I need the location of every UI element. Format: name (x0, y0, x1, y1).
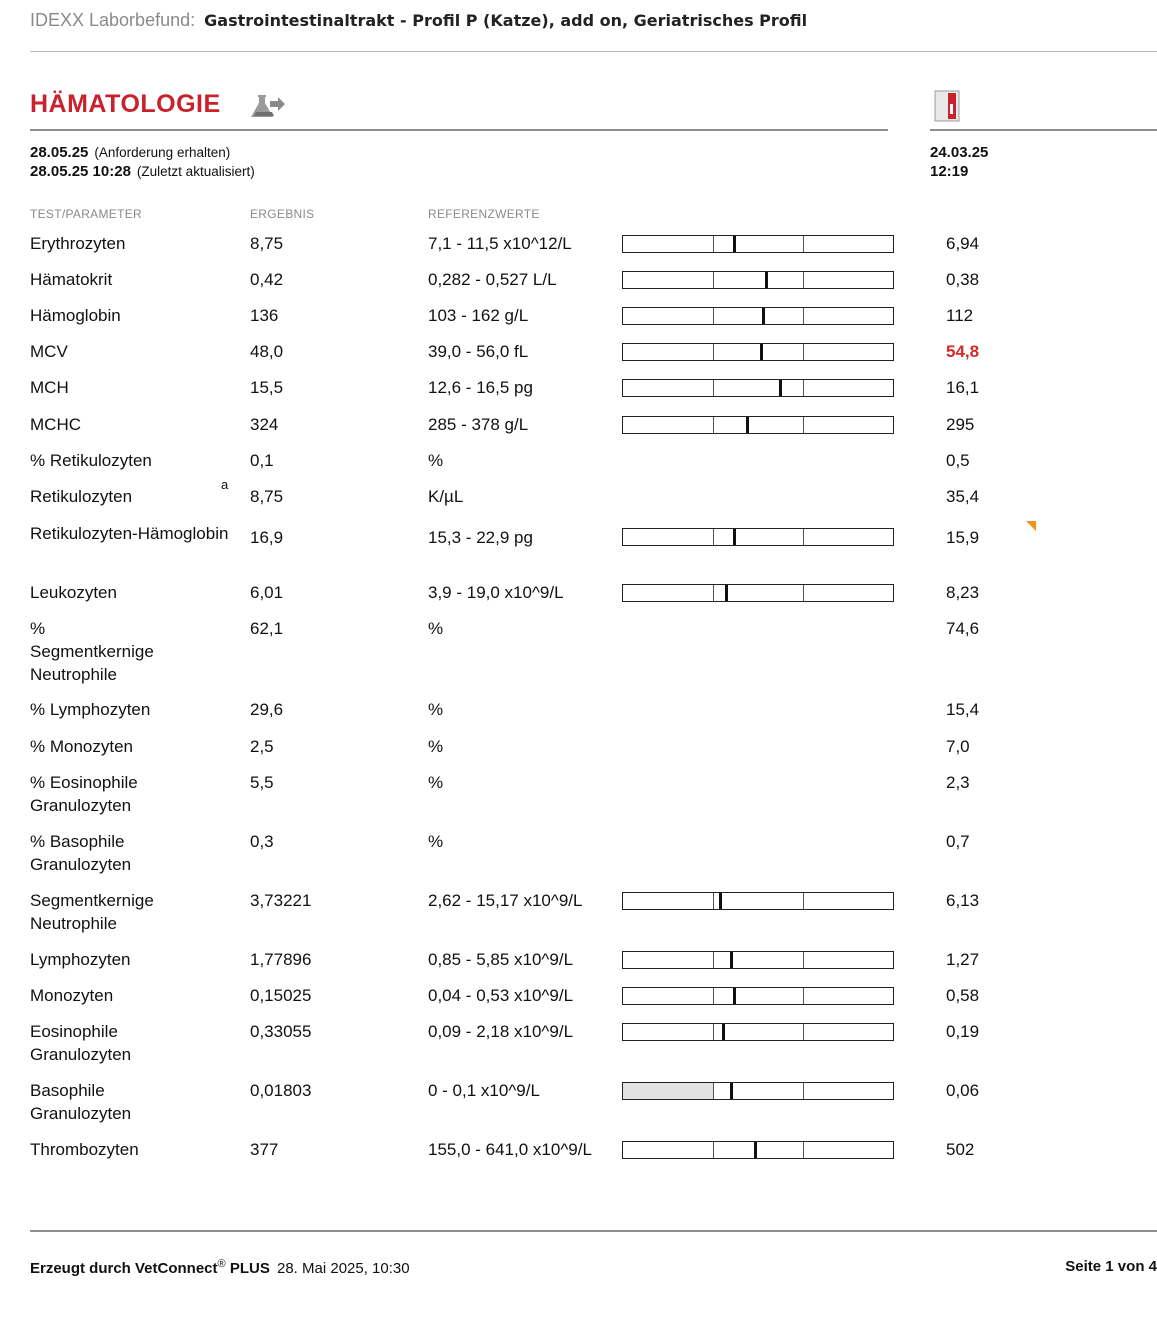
reference-range: 3,9 - 19,0 x10^9/L (428, 583, 564, 602)
reference-range: 15,3 - 22,9 pg (428, 528, 533, 547)
parameter-name[interactable]: Eosinophile Granulozyten (30, 1022, 132, 1064)
range-bar (622, 271, 894, 289)
column-header-reference: REFERENZWERTE (428, 207, 540, 221)
current-date-note: (Anforderung erhalten) (94, 145, 231, 160)
parameter-name[interactable]: Leukozyten (30, 583, 117, 602)
footer-registered: ® (217, 1258, 226, 1270)
range-bar-marker (779, 380, 782, 396)
result-value: 8,75 (250, 487, 284, 506)
range-bar-marker (733, 529, 736, 545)
parameter-name[interactable]: % Lymphozyten (30, 700, 151, 719)
previous-value: 1,27 (946, 950, 980, 969)
range-bar (622, 584, 894, 602)
previous-value: 8,23 (946, 583, 980, 602)
reference-range: 39,0 - 56,0 fL (428, 342, 529, 361)
range-bar-divider (803, 585, 804, 601)
range-bar-divider (713, 417, 714, 433)
comment-corner-icon[interactable] (1026, 518, 1036, 528)
range-bar-divider (803, 893, 804, 909)
previous-value: 6,94 (946, 234, 980, 253)
range-bar (622, 1082, 894, 1100)
range-bar-divider (803, 272, 804, 288)
footer-product: PLUS (229, 1260, 270, 1277)
range-bar-divider (803, 1142, 804, 1158)
range-bar-marker (754, 1142, 757, 1158)
range-bar-marker (730, 952, 733, 968)
range-bar-marker (719, 893, 722, 909)
result-value: 16,9 (250, 528, 284, 547)
previous-value: 74,6 (946, 619, 980, 638)
range-bar (622, 528, 894, 546)
parameter-name[interactable]: Retikulozyten-Hämoglobin (30, 524, 229, 543)
range-bar-divider (713, 893, 714, 909)
result-value: 0,33055 (250, 1022, 312, 1041)
footer-generated-by: Erzeugt durch VetConnect (30, 1260, 218, 1277)
range-bar-divider (713, 308, 714, 324)
parameter-name[interactable]: Segmentkernige Neutrophile (30, 891, 154, 933)
reference-range: 0,04 - 0,53 x10^9/L (428, 986, 574, 1005)
previous-value: 0,7 (946, 832, 970, 851)
result-value: 3,73221 (250, 891, 312, 910)
range-bar-marker (733, 988, 736, 1004)
parameter-name[interactable]: Hämoglobin (30, 306, 121, 325)
result-value: 1,77896 (250, 950, 312, 969)
range-bar-divider (713, 380, 714, 396)
previous-value: 295 (946, 415, 975, 434)
previous-value: 2,3 (946, 773, 970, 792)
result-value: 62,1 (250, 619, 284, 638)
reference-range: % (428, 737, 444, 756)
previous-value: 35,4 (946, 487, 980, 506)
report-brand: IDEXX Laborbefund: (30, 10, 196, 30)
range-bar-low-zone (623, 1083, 713, 1099)
reference-range: % (428, 451, 444, 470)
range-bar-divider (713, 344, 714, 360)
current-date-line (30, 144, 230, 161)
range-bar-divider (803, 952, 804, 968)
range-bar-divider (803, 380, 804, 396)
parameter-name[interactable]: % Retikulozyten (30, 451, 152, 470)
previous-value: 0,58 (946, 986, 980, 1005)
reference-range: % (428, 773, 444, 792)
parameter-name[interactable]: Lymphozyten (30, 950, 131, 969)
parameter-name[interactable]: Thrombozyten (30, 1140, 139, 1159)
previous-value: 0,19 (946, 1022, 980, 1041)
previous-value: 16,1 (946, 378, 980, 397)
reference-range: 155,0 - 641,0 x10^9/L (428, 1140, 592, 1159)
previous-value: 6,13 (946, 891, 980, 910)
reference-range: 0,85 - 5,85 x10^9/L (428, 950, 574, 969)
previous-value: 7,0 (946, 737, 970, 756)
range-bar-divider (713, 988, 714, 1004)
parameter-name[interactable]: MCV (30, 342, 68, 361)
footer-divider (30, 1230, 1157, 1232)
section-divider (30, 129, 888, 131)
result-value: 324 (250, 415, 279, 434)
result-value: 6,01 (250, 583, 284, 602)
current-datetime-note: (Zuletzt aktualisiert) (136, 164, 255, 179)
column-header-param: TEST/PARAMETER (30, 207, 142, 221)
range-bar-divider (713, 1083, 714, 1099)
range-bar-divider (713, 952, 714, 968)
range-bar-divider (803, 529, 804, 545)
report-header (30, 10, 807, 31)
range-bar (622, 892, 894, 910)
range-bar (622, 379, 894, 397)
footnote-marker: a (221, 477, 229, 492)
result-value: 15,5 (250, 378, 284, 397)
result-value: 5,5 (250, 773, 274, 792)
reference-range: 12,6 - 16,5 pg (428, 378, 533, 397)
range-bar (622, 343, 894, 361)
result-value: 29,6 (250, 700, 284, 719)
result-value: 8,75 (250, 234, 284, 253)
range-bar-divider (803, 344, 804, 360)
range-bar-divider (713, 529, 714, 545)
result-value: 0,3 (250, 832, 274, 851)
parameter-name[interactable]: Retikulozyten (30, 487, 133, 506)
parameter-name[interactable]: Erythrozyten (30, 234, 126, 253)
reference-range: 0,282 - 0,527 L/L (428, 270, 557, 289)
range-bar-divider (713, 1024, 714, 1040)
result-value: 377 (250, 1140, 279, 1159)
footer-page: Seite 1 von 4 (1065, 1258, 1157, 1275)
previous-value: 0,38 (946, 270, 980, 289)
parameter-name[interactable]: % Segmentkernige Neutrophile (30, 619, 154, 684)
reference-range: 285 - 378 g/L (428, 415, 529, 434)
range-bar-divider (713, 585, 714, 601)
range-bar-divider (803, 1024, 804, 1040)
range-bar-marker (730, 1083, 733, 1099)
range-bar-marker (762, 308, 765, 324)
range-bar-divider (803, 236, 804, 252)
result-value: 136 (250, 306, 279, 325)
previous-value: 54,8 (946, 342, 980, 361)
range-bar (622, 951, 894, 969)
reference-range: 2,62 - 15,17 x10^9/L (428, 891, 583, 910)
parameter-name[interactable]: MCHC (30, 415, 81, 434)
range-bar-marker (722, 1024, 725, 1040)
result-value: 48,0 (250, 342, 284, 361)
range-bar (622, 416, 894, 434)
result-value: 2,5 (250, 737, 274, 756)
reference-range: 103 - 162 g/L (428, 306, 529, 325)
parameter-name[interactable]: Hämatokrit (30, 270, 113, 289)
reference-range: % (428, 832, 444, 851)
range-bar (622, 1141, 894, 1159)
range-bar-divider (803, 308, 804, 324)
current-date: 28.05.25 (30, 144, 89, 161)
parameter-name[interactable]: Basophile Granulozyten (30, 1081, 132, 1123)
result-value: 0,42 (250, 270, 284, 289)
previous-divider (930, 129, 1157, 131)
range-bar-marker (760, 344, 763, 360)
report-title: Gastrointestinaltrakt - Profil P (Katze), add on, Geriatrisches Profil (204, 11, 808, 30)
parameter-name[interactable]: % Eosinophile Granulozyten (30, 773, 138, 815)
reference-range: K/µL (428, 487, 464, 506)
previous-date[interactable]: 24.03.25 (930, 144, 989, 161)
reference-range: 7,1 - 11,5 x10^12/L (428, 234, 572, 253)
section-title: HÄMATOLOGIE (30, 90, 221, 118)
range-bar-divider (713, 272, 714, 288)
header-divider (30, 51, 1157, 52)
result-value: 0,1 (250, 451, 274, 470)
previous-time: 12:19 (930, 163, 969, 180)
previous-value: 15,9 (946, 528, 980, 547)
parameter-name[interactable]: % Monozyten (30, 737, 133, 756)
parameter-name[interactable]: % Basophile Granulozyten (30, 832, 132, 874)
reference-range: % (428, 700, 444, 719)
previous-value: 15,4 (946, 700, 980, 719)
previous-value: 0,06 (946, 1081, 980, 1100)
previous-value: 112 (946, 306, 974, 325)
reference-range: % (428, 619, 444, 638)
reference-range: 0,09 - 2,18 x10^9/L (428, 1022, 574, 1041)
range-bar-divider (713, 236, 714, 252)
previous-value: 502 (946, 1140, 975, 1159)
range-bar-marker (765, 272, 768, 288)
range-bar-divider (713, 1142, 714, 1158)
previous-value: 0,5 (946, 451, 970, 470)
range-bar-divider (803, 417, 804, 433)
parameter-name[interactable]: MCH (30, 378, 69, 397)
column-header-result: ERGEBNIS (250, 207, 315, 221)
range-bar-marker (725, 585, 728, 601)
reference-range: 0 - 0,1 x10^9/L (428, 1081, 540, 1100)
range-bar (622, 235, 894, 253)
range-bar-marker (733, 236, 736, 252)
range-bar (622, 987, 894, 1005)
current-datetime-line (30, 163, 255, 180)
range-bar-divider (803, 1083, 804, 1099)
footer-generated (30, 1258, 410, 1277)
range-bar (622, 1023, 894, 1041)
parameter-name[interactable]: Monozyten (30, 986, 114, 1005)
current-datetime: 28.05.25 10:28 (30, 163, 131, 180)
result-value: 0,01803 (250, 1081, 312, 1100)
range-bar (622, 307, 894, 325)
footer-timestamp: 28. Mai 2025, 10:30 (277, 1260, 410, 1277)
test-tube-icon[interactable] (934, 90, 960, 122)
range-bar-divider (803, 988, 804, 1004)
result-value: 0,15025 (250, 986, 312, 1005)
flask-export-icon[interactable] (250, 92, 286, 120)
range-bar-marker (746, 417, 749, 433)
